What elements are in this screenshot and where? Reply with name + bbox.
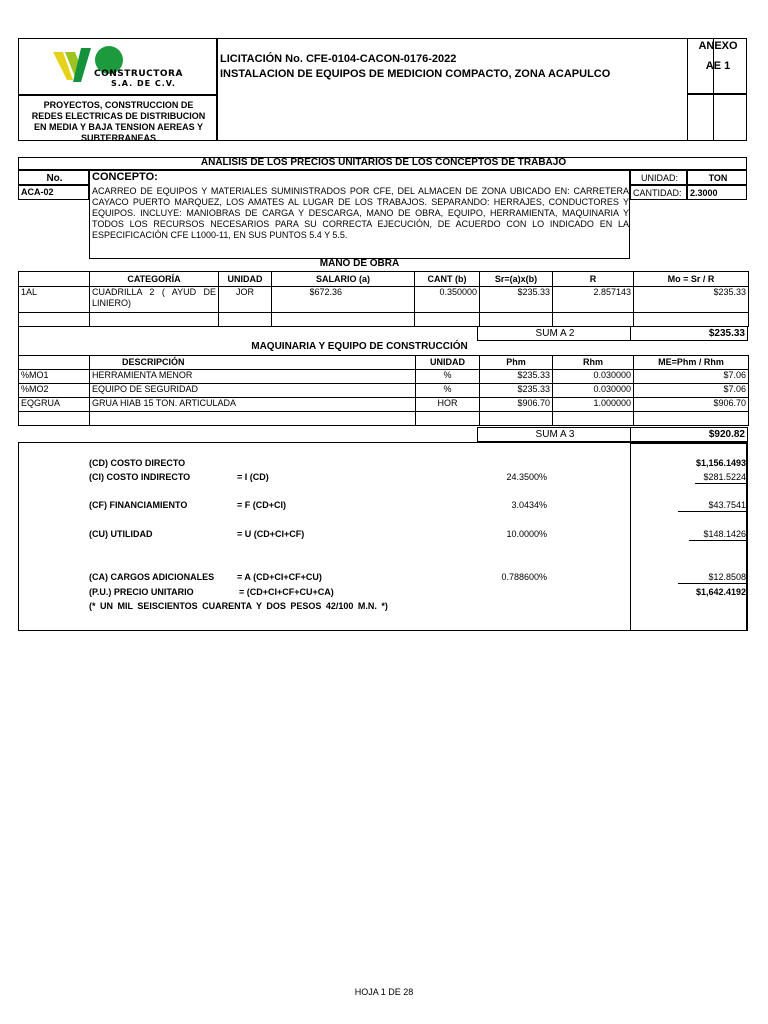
ca-value: $12.8508: [678, 572, 746, 584]
licitacion-number: LICITACIÓN No. CFE-0104-CACON-0176-2022: [220, 53, 457, 65]
maquinaria-header-phm: Phm: [480, 356, 553, 370]
cu-label: (CU) UTILIDAD: [89, 529, 153, 539]
code-box: [18, 185, 89, 200]
unidad-value-box: [687, 170, 747, 185]
maquinaria-rhm: 0.030000: [553, 370, 634, 384]
unidad-value: TON: [708, 173, 728, 183]
ca-label: (CA) CARGOS ADICIONALES: [89, 572, 215, 582]
mano-obra-header-unidad: UNIDAD: [219, 272, 272, 287]
unidad-label-box: [630, 170, 687, 185]
maquinaria-header-unidad: UNIDAD: [416, 356, 480, 370]
suma2-label: SUM A 2: [535, 328, 575, 339]
table-row: [19, 287, 749, 313]
anexo-box: [687, 38, 747, 94]
maquinaria-me: $7.06: [634, 370, 749, 384]
ci-pct: 24.3500%: [506, 472, 547, 482]
mano-obra-header-categoria: CATEGORÍA: [90, 272, 219, 287]
maquinaria-me: $906.70: [634, 398, 749, 412]
concept-box: [89, 170, 630, 259]
maquinaria-header-descripcion: DESCRIPCIÓN: [90, 356, 416, 370]
mano-obra-mo: $235.33: [634, 287, 749, 313]
anexo-empty-box: [687, 94, 747, 141]
maquinaria-phm: $235.33: [480, 384, 553, 398]
mano-obra-title: MANO DE OBRA: [319, 258, 400, 269]
concept-text: ACARREO DE EQUIPOS Y MATERIALES SUMINISTRADOS POR CFE, DEL ALMACEN DE ZONA UBICADO EN: CARRETERA CAYACO PUERTO MARQUEZ, LOS AMATES AL LUGAR DE LOS TRABAJOS. SEPARANDO: HERRAJES, CONDUCTORES Y EQUIPOS. INCLUYE: MANIOBRAS DE CARGA Y DESCARGA, MANO DE OBRA, EQUIPO, HERRAMIENTA, MAQUINARIA Y TODOS LOS RECURSOS NECESARIOS PARA SU CORRECTA EJECUCIÓN, DE ACUERDO CON LO INDICADO EN LA ESPECIFICACIÓN CFE L1000-11, EN SUS PUNTOS 5.4 Y 5.5.: [92, 186, 629, 240]
header-logo-box: [18, 38, 217, 95]
analysis-title: ANALISIS DE LOS PRECIOS UNITARIOS DE LOS CONCEPTOS DE TRABAJO: [200, 157, 567, 168]
suma3-label-box: [477, 427, 631, 442]
mano-obra-salario: $672.36: [272, 287, 415, 313]
suma2-value-box: [630, 326, 748, 341]
maquinaria-unidad: HOR: [416, 398, 480, 412]
company-description: PROYECTOS, CONSTRUCCION DE REDES ELECTRICAS DE DISTRIBUCION EN MEDIA Y BAJA TENSION AEREAS Y SUBTERRANEAS: [31, 100, 206, 143]
maquinaria-phm: $235.33: [480, 370, 553, 384]
cantidad-label-box: [630, 185, 687, 200]
cantidad-value-box: [687, 185, 747, 200]
maquinaria-unidad: %: [416, 370, 480, 384]
cu-formula: = U (CD+CI+CF): [237, 529, 305, 539]
ca-formula: = A (CD+CI+CF+CU): [237, 572, 322, 582]
mano-obra-header-r: R: [553, 272, 634, 287]
pu-formula: = (CD+CI+CF+CU+CA): [239, 587, 334, 597]
maquinaria-phm: $906.70: [480, 398, 553, 412]
company-description-box: [18, 95, 217, 141]
mano-obra-unidad: JOR: [219, 287, 272, 313]
mano-obra-header-salario: SALARIO (a): [272, 272, 415, 287]
project-title: INSTALACION DE EQUIPOS DE MEDICION COMPACTO, ZONA ACAPULCO: [220, 68, 611, 80]
mano-obra-code: 1AL: [19, 287, 90, 313]
maquinaria-header-rhm: Rhm: [553, 356, 634, 370]
maquinaria-desc: GRUA HIAB 15 TON. ARTICULADA: [90, 398, 416, 412]
no-label: No.: [46, 173, 63, 184]
page-number: HOJA 1 DE 28: [354, 987, 414, 997]
maquinaria-code: %MO1: [19, 370, 90, 384]
mano-obra-categoria: CUADRILLA 2 ( AYUD DE LINIERO): [90, 287, 219, 313]
licitacion-box: [217, 38, 714, 141]
cf-label: (CF) FINANCIAMIENTO: [89, 500, 188, 510]
cantidad-value: 2.3000: [690, 188, 718, 198]
maquinaria-table: [18, 355, 749, 426]
table-row: [19, 398, 749, 412]
suma3-value: $920.82: [708, 429, 745, 440]
pu-value: $1,642.4192: [695, 587, 746, 597]
cf-pct: 3.0434%: [511, 500, 547, 510]
ci-label: (CI) COSTO INDIRECTO: [89, 472, 191, 482]
mano-obra-table: [18, 271, 749, 327]
maquinaria-desc: HERRAMIENTA MENOR: [90, 370, 416, 384]
concepto-label: CONCEPTO:: [92, 171, 158, 183]
concept-code: ACA-02: [21, 187, 54, 197]
maquinaria-rhm: 1.000000: [553, 398, 634, 412]
table-row: [19, 370, 749, 384]
maquinaria-rhm: 0.030000: [553, 384, 634, 398]
company-logo-line2: S.A. DE C.V.: [111, 79, 176, 88]
ca-pct: 0.788600%: [501, 572, 547, 582]
company-logo-line1: CONSTRUCTORA: [94, 69, 183, 79]
maquinaria-me: $7.06: [634, 384, 749, 398]
maquinaria-unidad: %: [416, 384, 480, 398]
mano-obra-header-code: [19, 272, 90, 287]
no-label-box: [18, 170, 89, 185]
cantidad-label: CANTIDAD:: [633, 188, 682, 198]
ci-formula: = I (CD): [237, 472, 269, 482]
table-row: [19, 412, 749, 426]
cd-value: $1,156.1493: [695, 458, 746, 468]
maquinaria-code: %MO2: [19, 384, 90, 398]
pu-label: (P.U.) PRECIO UNITARIO: [89, 587, 194, 597]
amount-in-words: (* UN MIL SEISCIENTOS CUARENTA Y DOS PESOS 42/100 M.N. *): [89, 601, 388, 611]
maquinaria-desc: EQUIPO DE SEGURIDAD: [90, 384, 416, 398]
maquinaria-header-me: ME=Phm / Rhm: [634, 356, 749, 370]
mano-obra-sr: $235.33: [480, 287, 553, 313]
analysis-title-box: [18, 157, 747, 170]
cf-formula: = F (CD+CI): [237, 500, 287, 510]
suma2-label-box: [477, 326, 631, 341]
unidad-label: UNIDAD:: [641, 173, 679, 183]
cf-value: $43.7541: [678, 500, 746, 512]
maquinaria-title: MAQUINARIA Y EQUIPO DE CONSTRUCCIÓN: [251, 341, 468, 352]
cu-pct: 10.0000%: [506, 529, 547, 539]
mano-obra-header-sr: Sr=(a)x(b): [480, 272, 553, 287]
cd-label: (CD) COSTO DIRECTO: [89, 458, 186, 468]
mano-obra-cant: 0.350000: [415, 287, 480, 313]
mano-obra-r: 2.857143: [553, 287, 634, 313]
ci-value: $281.5224: [695, 472, 746, 484]
suma3-label: SUM A 3: [535, 429, 575, 440]
mano-obra-header-cant: CANT (b): [415, 272, 480, 287]
table-row: [19, 313, 749, 327]
anexo-label: ANEXO: [698, 40, 738, 52]
maquinaria-code: EQGRUA: [19, 398, 90, 412]
mano-obra-header-mo: Mo = Sr / R: [634, 272, 749, 287]
anexo-code: AE 1: [705, 60, 731, 72]
suma3-value-box: [630, 427, 748, 442]
table-row: [19, 384, 749, 398]
maquinaria-header-code: [19, 356, 90, 370]
suma2-value: $235.33: [708, 328, 745, 339]
cu-value: $148.1426: [689, 529, 746, 541]
